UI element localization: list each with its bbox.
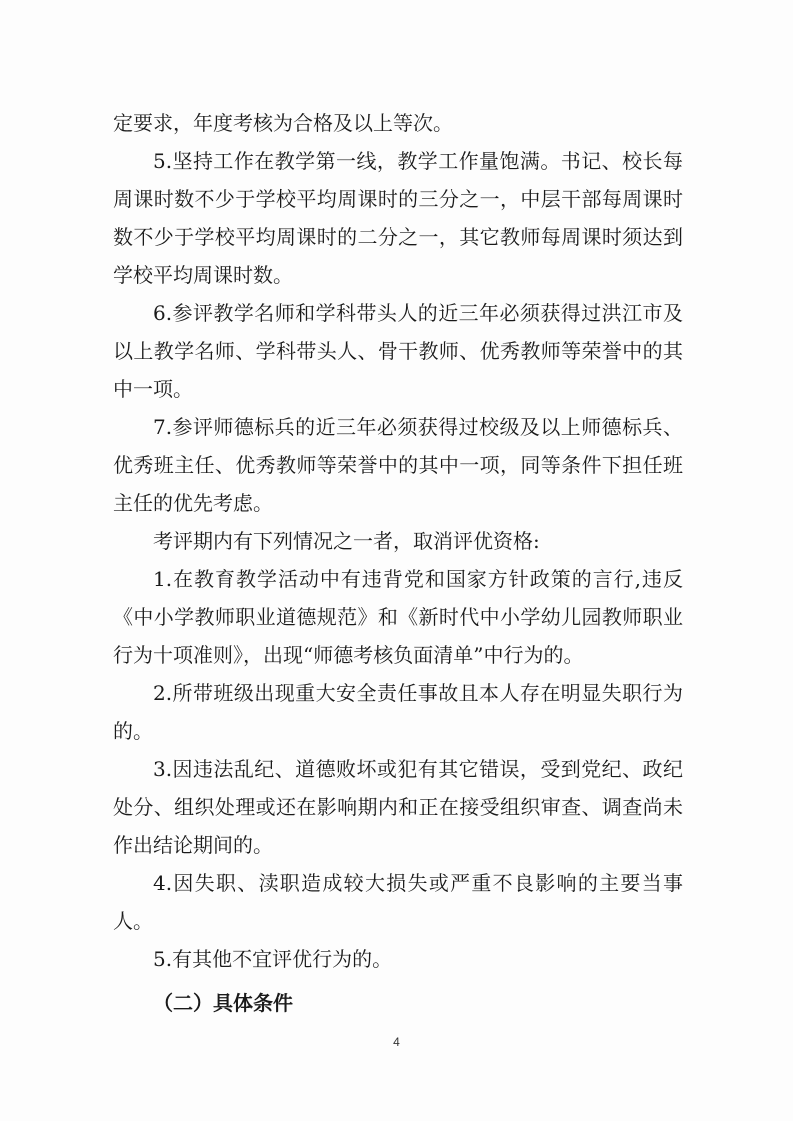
document-body: [113, 104, 683, 1022]
paragraph-disqualification-intro: 考评期内有下列情况之一者，取消评优资格:: [153, 529, 540, 553]
paragraph-item-6-famous-teacher: 6.参评教学名师和学科带头人的近三年必须获得过洪江市及以上教学名师、学科带头人、骨干教师、优秀教师等荣誉中的其中一项。: [113, 301, 683, 401]
paragraph-disqualify-3: 3.因违法乱纪、道德败坏或犯有其它错误，受到党纪、政纪处分、组织处理或还在影响期内和正在接受组织审查、调查尚未作出结论期间的。: [113, 757, 683, 857]
paragraph-item-7-ethics-model: 7.参评师德标兵的近三年必须获得过校级及以上师德标兵、优秀班主任、优秀教师等荣誉中的其中一项，同等条件下担任班主任的优先考虑。: [113, 415, 683, 515]
paragraph-disqualify-1: 1.在教育教学活动中有违背党和国家方针政策的言行,违反《中小学教师职业道德规范》和《新时代中小学幼儿园教师职业行为十项准则》，出现“师德考核负面清单”中行为的。: [113, 567, 683, 667]
paragraph-disqualify-5: 5.有其他不宜评优行为的。: [153, 947, 393, 971]
section-heading: （二）具体条件: [153, 991, 293, 1015]
page-number: 4: [393, 1035, 400, 1049]
paragraph-item-5-teaching-load: 5.坚持工作在教学第一线，教学工作量饱满。书记、校长每周课时数不少于学校平均周课时的三分之一，中层干部每周课时数不少于学校平均周课时的二分之一，其它教师每周课时须达到学校平均周课时数。: [113, 149, 683, 287]
paragraph-disqualify-2: 2.所带班级出现重大安全责任事故且本人存在明显失职行为的。: [113, 681, 683, 743]
paragraph-continuation: 定要求，年度考核为合格及以上等次。: [113, 111, 453, 135]
paragraph-disqualify-4: 4.因失职、渎职造成较大损失或严重不良影响的主要当事人。: [113, 871, 683, 933]
